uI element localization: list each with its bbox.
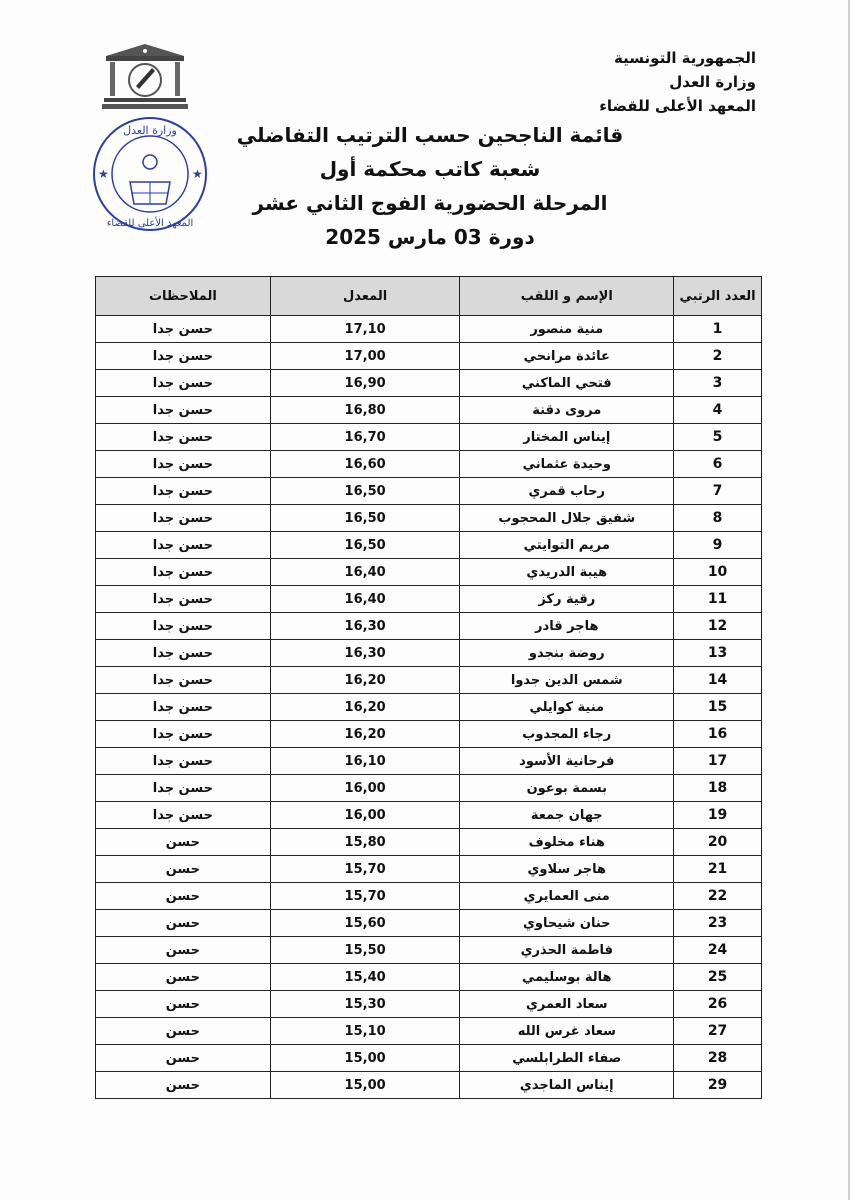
notes-cell: حسن جدا bbox=[96, 559, 271, 586]
stamp-bottom-text: المعهد الأعلى للقضاء bbox=[106, 218, 194, 229]
name-cell: صفاء الطرابلسي bbox=[460, 1045, 674, 1072]
name-cell: روضة بنجدو bbox=[460, 640, 674, 667]
average-cell: 16,70 bbox=[270, 424, 460, 451]
table-row bbox=[96, 1018, 762, 1045]
table-row bbox=[96, 991, 762, 1018]
average-cell: 16,80 bbox=[270, 397, 460, 424]
results-table bbox=[95, 276, 762, 1099]
name-cell: إيناس الماجدي bbox=[460, 1072, 674, 1099]
header-institute: المعهد الأعلى للقضاء bbox=[599, 97, 756, 115]
notes-cell: حسن جدا bbox=[96, 478, 271, 505]
rank-cell: 26 bbox=[674, 991, 762, 1018]
average-cell: 15,70 bbox=[270, 856, 460, 883]
table-row bbox=[96, 478, 762, 505]
notes-cell: حسن bbox=[96, 910, 271, 937]
name-cell: حنان شيحاوي bbox=[460, 910, 674, 937]
rank-cell: 1 bbox=[674, 316, 762, 343]
average-cell: 15,40 bbox=[270, 964, 460, 991]
notes-cell: حسن جدا bbox=[96, 802, 271, 829]
table-row bbox=[96, 910, 762, 937]
title-branch: شعبة كاتب محكمة أول bbox=[319, 157, 541, 181]
table-header-row bbox=[96, 277, 762, 316]
rank-cell: 4 bbox=[674, 397, 762, 424]
notes-cell: حسن جدا bbox=[96, 370, 271, 397]
table-row bbox=[96, 1045, 762, 1072]
rank-cell: 15 bbox=[674, 694, 762, 721]
rank-cell: 22 bbox=[674, 883, 762, 910]
average-cell: 16,50 bbox=[270, 532, 460, 559]
average-cell: 15,10 bbox=[270, 1018, 460, 1045]
average-cell: 17,00 bbox=[270, 343, 460, 370]
notes-cell: حسن bbox=[96, 856, 271, 883]
svg-text:★: ★ bbox=[98, 167, 109, 181]
notes-cell: حسن جدا bbox=[96, 451, 271, 478]
name-cell: وحيدة عثماني bbox=[460, 451, 674, 478]
name-cell: إيناس المختار bbox=[460, 424, 674, 451]
header-notes: الملاحظات bbox=[96, 277, 271, 316]
notes-cell: حسن bbox=[96, 964, 271, 991]
table-row bbox=[96, 397, 762, 424]
rank-cell: 7 bbox=[674, 478, 762, 505]
header-country: الجمهورية التونسية bbox=[614, 49, 756, 67]
average-cell: 16,60 bbox=[270, 451, 460, 478]
table-row bbox=[96, 640, 762, 667]
average-cell: 16,30 bbox=[270, 640, 460, 667]
average-cell: 16,50 bbox=[270, 478, 460, 505]
table-row bbox=[96, 964, 762, 991]
title-session: دورة 03 مارس 2025 bbox=[325, 225, 535, 249]
notes-cell: حسن جدا bbox=[96, 343, 271, 370]
rank-cell: 6 bbox=[674, 451, 762, 478]
rank-cell: 2 bbox=[674, 343, 762, 370]
average-cell: 15,00 bbox=[270, 1045, 460, 1072]
average-cell: 16,90 bbox=[270, 370, 460, 397]
rank-cell: 9 bbox=[674, 532, 762, 559]
table-row bbox=[96, 721, 762, 748]
header-name: الإسم و اللقب bbox=[460, 277, 674, 316]
notes-cell: حسن جدا bbox=[96, 586, 271, 613]
name-cell: مروى دقنة bbox=[460, 397, 674, 424]
rank-cell: 17 bbox=[674, 748, 762, 775]
stamp-top-text: وزارة العدل bbox=[123, 124, 177, 137]
table-row bbox=[96, 937, 762, 964]
table-row bbox=[96, 775, 762, 802]
header-average: المعدل bbox=[270, 277, 460, 316]
name-cell: جهان جمعة bbox=[460, 802, 674, 829]
average-cell: 15,70 bbox=[270, 883, 460, 910]
table-row bbox=[96, 883, 762, 910]
notes-cell: حسن جدا bbox=[96, 532, 271, 559]
title-list: قائمة الناجحين حسب الترتيب التفاضلي bbox=[236, 123, 624, 147]
rank-cell: 10 bbox=[674, 559, 762, 586]
table-row bbox=[96, 1072, 762, 1099]
name-cell: هناء مخلوف bbox=[460, 829, 674, 856]
rank-cell: 3 bbox=[674, 370, 762, 397]
rank-cell: 13 bbox=[674, 640, 762, 667]
name-cell: هاجر سلاوي bbox=[460, 856, 674, 883]
header-rank: العدد الرتبي bbox=[674, 277, 762, 316]
average-cell: 17,10 bbox=[270, 316, 460, 343]
table-row bbox=[96, 316, 762, 343]
institute-logo bbox=[100, 42, 190, 114]
table-row bbox=[96, 802, 762, 829]
average-cell: 15,60 bbox=[270, 910, 460, 937]
average-cell: 16,00 bbox=[270, 802, 460, 829]
rank-cell: 23 bbox=[674, 910, 762, 937]
rank-cell: 29 bbox=[674, 1072, 762, 1099]
name-cell: منية كوايلي bbox=[460, 694, 674, 721]
average-cell: 16,20 bbox=[270, 721, 460, 748]
notes-cell: حسن bbox=[96, 829, 271, 856]
notes-cell: حسن جدا bbox=[96, 721, 271, 748]
rank-cell: 28 bbox=[674, 1045, 762, 1072]
average-cell: 16,50 bbox=[270, 505, 460, 532]
name-cell: فرحانية الأسود bbox=[460, 748, 674, 775]
average-cell: 16,20 bbox=[270, 667, 460, 694]
name-cell: بسمة بوعون bbox=[460, 775, 674, 802]
name-cell: مريم التوايتي bbox=[460, 532, 674, 559]
notes-cell: حسن bbox=[96, 1072, 271, 1099]
average-cell: 15,00 bbox=[270, 1072, 460, 1099]
average-cell: 16,40 bbox=[270, 559, 460, 586]
rank-cell: 18 bbox=[674, 775, 762, 802]
title-phase: المرحلة الحضورية الفوج الثاني عشر bbox=[252, 191, 608, 215]
notes-cell: حسن جدا bbox=[96, 424, 271, 451]
notes-cell: حسن جدا bbox=[96, 694, 271, 721]
notes-cell: حسن bbox=[96, 1018, 271, 1045]
table-row bbox=[96, 370, 762, 397]
name-cell: منى العمايري bbox=[460, 883, 674, 910]
table-row bbox=[96, 856, 762, 883]
notes-cell: حسن جدا bbox=[96, 505, 271, 532]
svg-text:★: ★ bbox=[192, 167, 203, 181]
rank-cell: 27 bbox=[674, 1018, 762, 1045]
name-cell: سعاد العمري bbox=[460, 991, 674, 1018]
notes-cell: حسن bbox=[96, 1045, 271, 1072]
average-cell: 16,30 bbox=[270, 613, 460, 640]
average-cell: 16,40 bbox=[270, 586, 460, 613]
average-cell: 15,80 bbox=[270, 829, 460, 856]
average-cell: 16,00 bbox=[270, 775, 460, 802]
name-cell: عائدة مرانحي bbox=[460, 343, 674, 370]
rank-cell: 16 bbox=[674, 721, 762, 748]
rank-cell: 25 bbox=[674, 964, 762, 991]
table-row bbox=[96, 667, 762, 694]
notes-cell: حسن جدا bbox=[96, 640, 271, 667]
table-row bbox=[96, 829, 762, 856]
rank-cell: 11 bbox=[674, 586, 762, 613]
table-row bbox=[96, 343, 762, 370]
average-cell: 16,10 bbox=[270, 748, 460, 775]
rank-cell: 20 bbox=[674, 829, 762, 856]
notes-cell: حسن bbox=[96, 937, 271, 964]
notes-cell: حسن جدا bbox=[96, 748, 271, 775]
average-cell: 15,50 bbox=[270, 937, 460, 964]
average-cell: 15,30 bbox=[270, 991, 460, 1018]
rank-cell: 5 bbox=[674, 424, 762, 451]
notes-cell: حسن bbox=[96, 883, 271, 910]
rank-cell: 24 bbox=[674, 937, 762, 964]
name-cell: رقية ركز bbox=[460, 586, 674, 613]
table-row bbox=[96, 586, 762, 613]
table-body bbox=[96, 316, 762, 1099]
ministry-header bbox=[599, 46, 756, 118]
table-row bbox=[96, 559, 762, 586]
average-cell: 16,20 bbox=[270, 694, 460, 721]
table-row bbox=[96, 532, 762, 559]
notes-cell: حسن جدا bbox=[96, 397, 271, 424]
rank-cell: 21 bbox=[674, 856, 762, 883]
notes-cell: حسن bbox=[96, 991, 271, 1018]
name-cell: سعاد غرس الله bbox=[460, 1018, 674, 1045]
table-row bbox=[96, 424, 762, 451]
name-cell: منية منصور bbox=[460, 316, 674, 343]
notes-cell: حسن جدا bbox=[96, 316, 271, 343]
rank-cell: 12 bbox=[674, 613, 762, 640]
name-cell: شفيق جلال المحجوب bbox=[460, 505, 674, 532]
document-titles bbox=[220, 118, 640, 254]
table-row bbox=[96, 451, 762, 478]
rank-cell: 8 bbox=[674, 505, 762, 532]
table-row bbox=[96, 748, 762, 775]
name-cell: هيبة الدريدي bbox=[460, 559, 674, 586]
header-ministry: وزارة العدل bbox=[669, 73, 756, 91]
rank-cell: 14 bbox=[674, 667, 762, 694]
notes-cell: حسن جدا bbox=[96, 667, 271, 694]
name-cell: هاجر قادر bbox=[460, 613, 674, 640]
table-row bbox=[96, 505, 762, 532]
table-row bbox=[96, 694, 762, 721]
rank-cell: 19 bbox=[674, 802, 762, 829]
name-cell: رجاء المجدوب bbox=[460, 721, 674, 748]
official-stamp bbox=[88, 112, 212, 236]
notes-cell: حسن جدا bbox=[96, 775, 271, 802]
notes-cell: حسن جدا bbox=[96, 613, 271, 640]
name-cell: فتحي الماكني bbox=[460, 370, 674, 397]
name-cell: رحاب قمري bbox=[460, 478, 674, 505]
name-cell: هالة بوسليمي bbox=[460, 964, 674, 991]
name-cell: شمس الدين جدوا bbox=[460, 667, 674, 694]
table-row bbox=[96, 613, 762, 640]
name-cell: فاطمة الحذري bbox=[460, 937, 674, 964]
